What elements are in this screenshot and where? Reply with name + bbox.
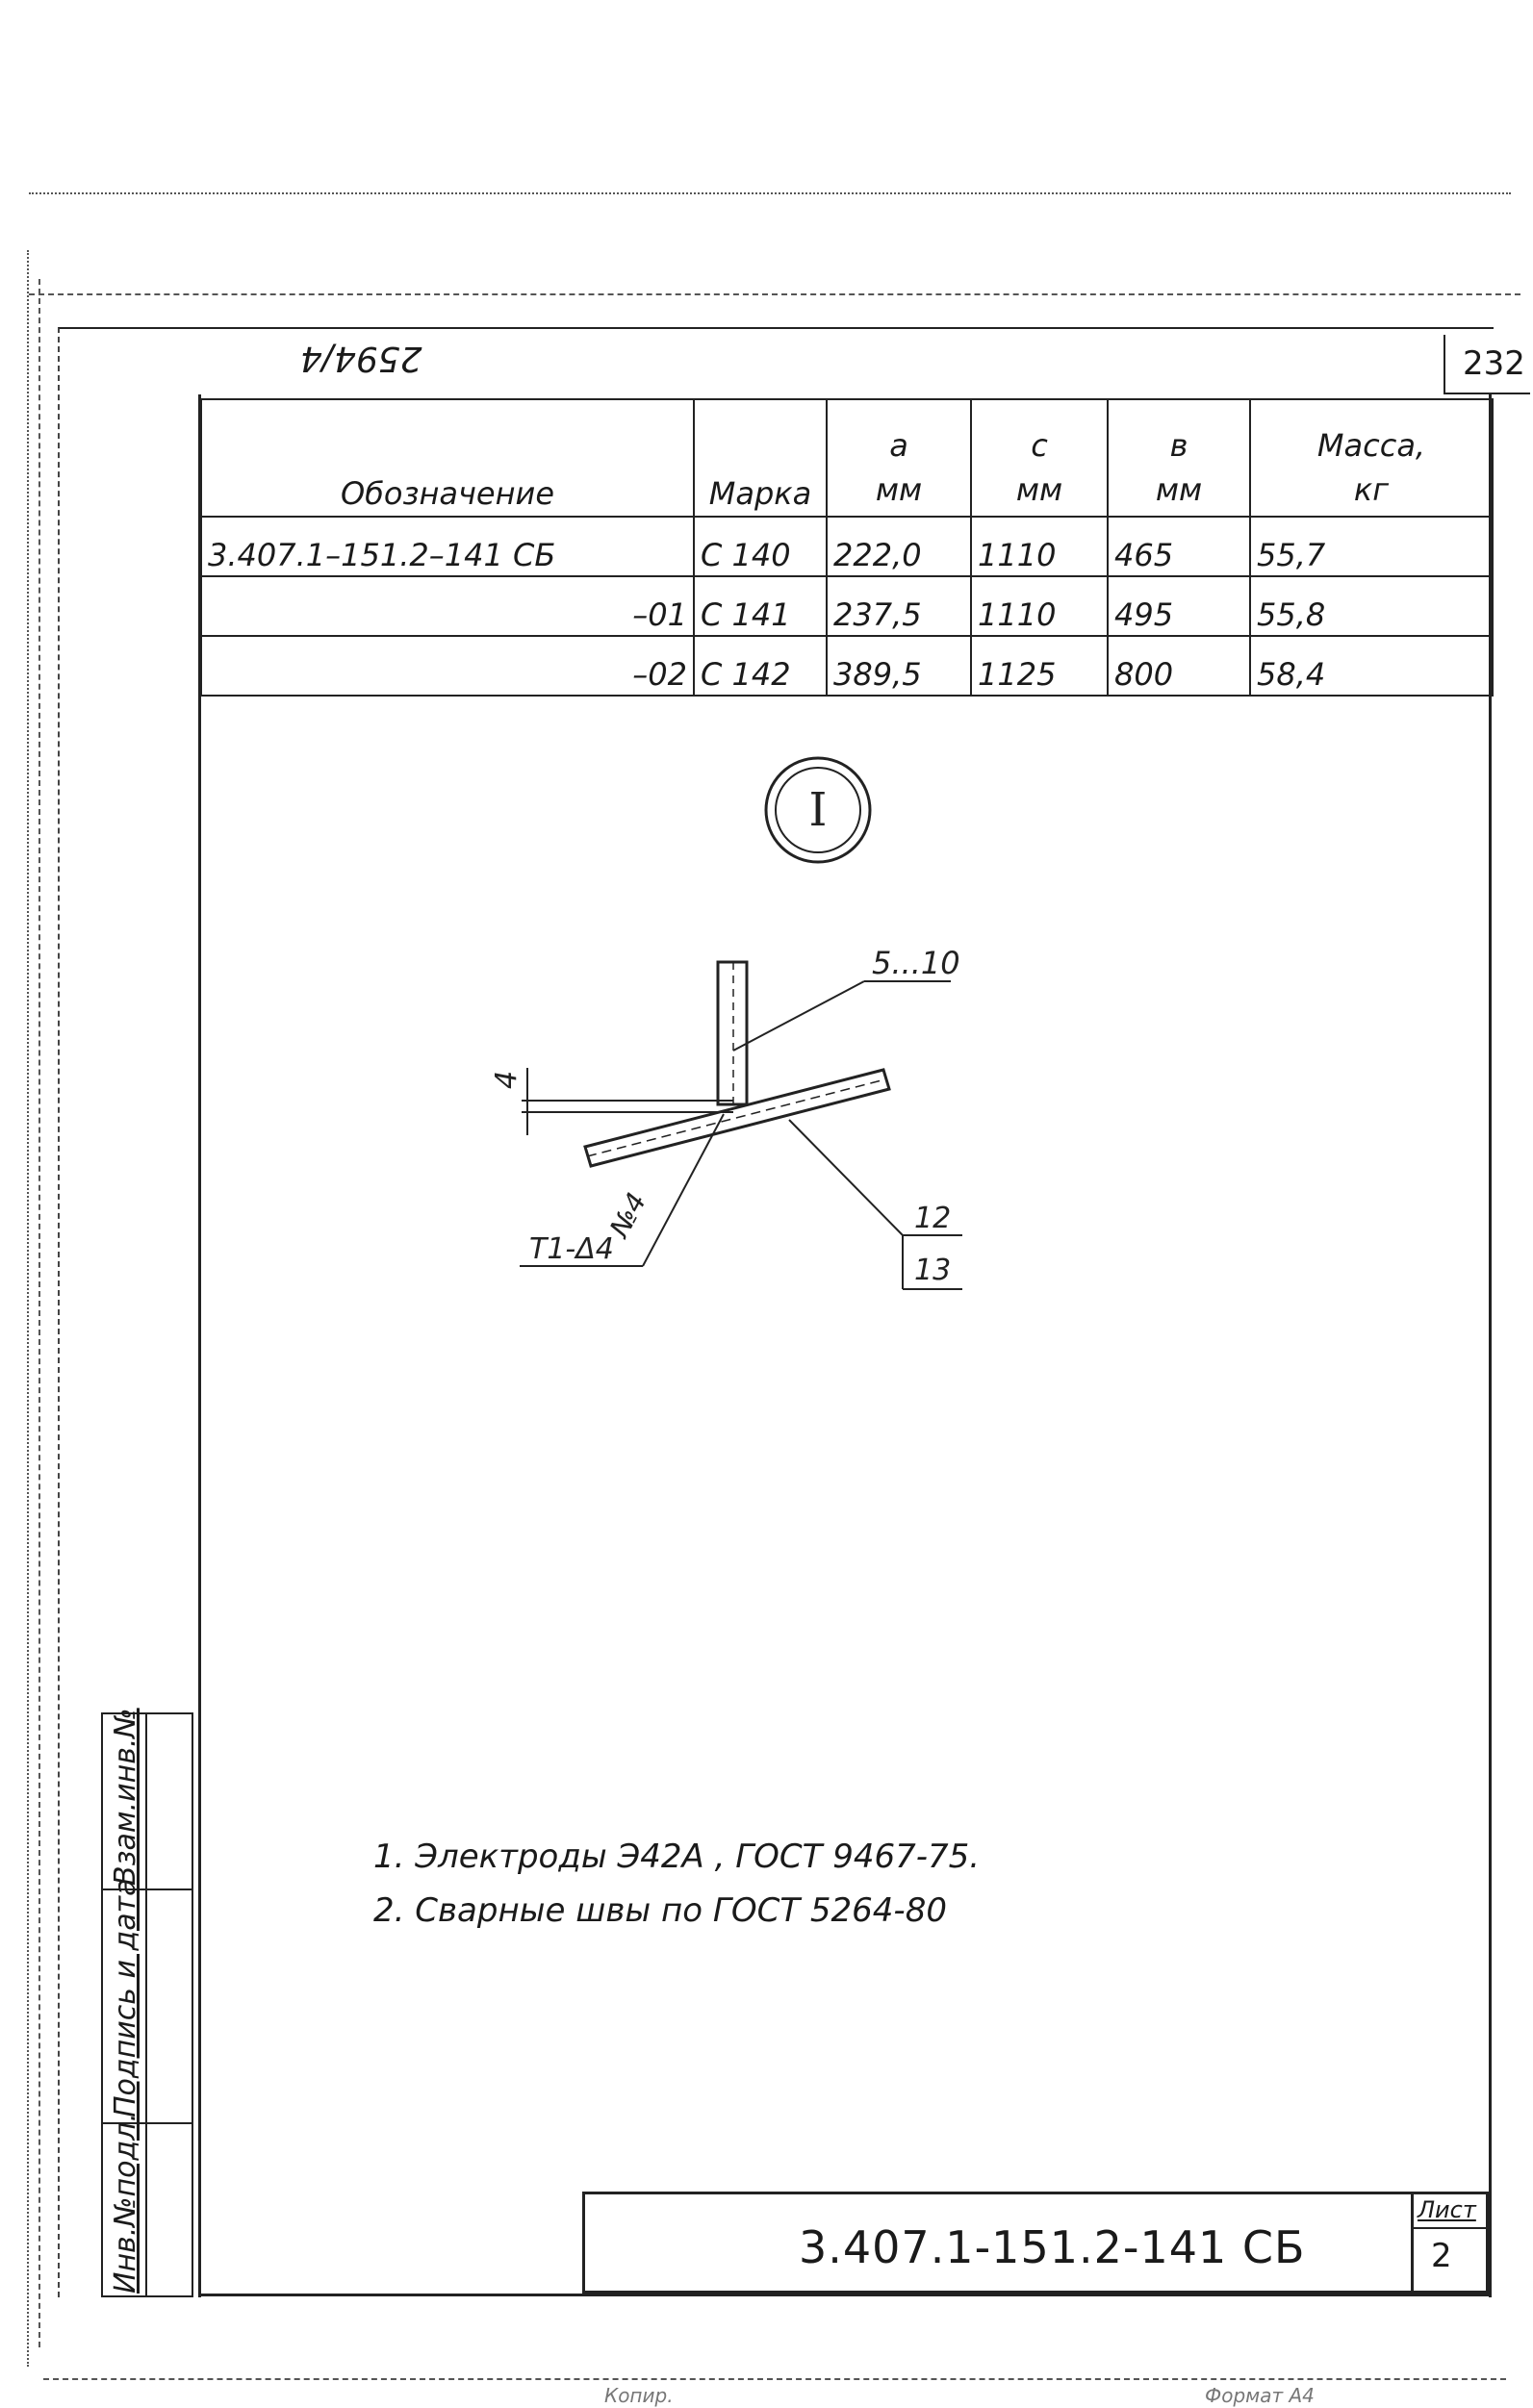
header-c-unit: мм <box>1015 471 1063 508</box>
stamp-signature-date <box>101 1878 193 2124</box>
title-designation: 3.407.1-151.2-141 СБ <box>799 2221 1306 2273</box>
cell-mark: С 142 <box>694 636 827 696</box>
header-b-unit: мм <box>1155 471 1203 508</box>
header-mark: Марка <box>694 399 827 517</box>
sheet-label: Лист <box>1418 2196 1476 2223</box>
specification-table <box>200 398 1494 697</box>
inclined-plate <box>585 1070 889 1166</box>
stamp-inv-original-label: Инв.№подл. <box>109 2113 142 2294</box>
callout-top: 12 <box>914 1202 952 1235</box>
stamp-divider <box>145 1890 147 2122</box>
vertical-plate <box>718 962 747 1104</box>
callout-thickness: 5...10 <box>872 945 960 981</box>
view-label: I <box>808 783 828 837</box>
cell-c: 1110 <box>971 517 1108 576</box>
position-callout <box>789 1120 962 1289</box>
stamp-divider <box>145 1714 147 1888</box>
cell-c: 1110 <box>971 576 1108 636</box>
corner-number-box <box>1444 335 1530 394</box>
header-b <box>1108 399 1250 517</box>
header-a <box>827 399 971 517</box>
scan-noise-line <box>27 250 29 2367</box>
cell-mass: 58,4 <box>1250 636 1493 696</box>
cell-c: 1125 <box>971 636 1108 696</box>
electrode-note: №4 <box>603 1187 653 1243</box>
scan-noise-line <box>43 2378 1506 2380</box>
header-mass-label: Масса, <box>1316 427 1426 464</box>
cell-mark: С 141 <box>694 576 827 636</box>
cell-mark: С 140 <box>694 517 827 576</box>
sheet-cell <box>1411 2194 1486 2291</box>
weld-symbol: Т1-Δ4 <box>529 1232 614 1266</box>
stamp-inv-original <box>101 2113 193 2297</box>
footer-format: Формат А4 <box>1205 2384 1315 2407</box>
title-block <box>582 2192 1489 2294</box>
header-c-symbol: c <box>1031 427 1048 464</box>
cell-b: 465 <box>1108 517 1250 576</box>
note-2: 2. Сварные швы по ГОСТ 5264-80 <box>373 1891 947 1930</box>
table-row <box>201 636 1493 696</box>
cell-designation: –02 <box>201 636 694 696</box>
outer-margin-line <box>38 279 40 2347</box>
sheet-divider <box>1414 2227 1486 2229</box>
header-designation: Обозначение <box>201 399 694 517</box>
stamp-divider <box>145 2124 147 2295</box>
header-mass-unit: кг <box>1353 471 1390 508</box>
stamp-replace-inv <box>101 1708 193 1890</box>
cell-b: 800 <box>1108 636 1250 696</box>
header-b-symbol: в <box>1169 427 1188 464</box>
stamp-signature-date-label: Подпись и дата <box>109 1878 142 2117</box>
corner-number: 232 <box>1463 344 1525 383</box>
header-mass <box>1250 399 1493 517</box>
header-c <box>971 399 1108 517</box>
stamp-replace-inv-label: Взам.инв.№ <box>109 1708 142 1886</box>
table-row <box>201 517 1493 576</box>
header-a-symbol: a <box>889 427 908 464</box>
cell-designation: 3.407.1–151.2–141 СБ <box>201 517 694 576</box>
cell-designation: –01 <box>201 576 694 636</box>
dimension-4 <box>490 1068 733 1135</box>
frame-bottom-border <box>198 2294 1492 2296</box>
cell-mass: 55,8 <box>1250 576 1493 636</box>
scan-noise-line <box>29 192 1511 194</box>
cell-a: 237,5 <box>827 576 971 636</box>
dimension-value: 4 <box>490 1070 524 1089</box>
cell-a: 389,5 <box>827 636 971 696</box>
note-1: 1. Электроды Э42А , ГОСТ 9467-75. <box>373 1838 981 1876</box>
inventory-mark: 2594/4 <box>300 339 422 378</box>
weld-detail-drawing <box>481 750 1020 1328</box>
footer-copied: Копир. <box>604 2384 674 2407</box>
view-marker-circle <box>766 758 870 862</box>
scan-noise-line <box>29 293 1520 295</box>
cell-mass: 55,7 <box>1250 517 1493 576</box>
thickness-callout <box>733 945 960 1051</box>
table-header-row <box>201 399 1493 517</box>
cell-a: 222,0 <box>827 517 971 576</box>
callout-bottom: 13 <box>914 1254 952 1287</box>
sheet-number: 2 <box>1431 2237 1452 2275</box>
header-a-unit: мм <box>875 471 923 508</box>
cell-b: 495 <box>1108 576 1250 636</box>
table-row <box>201 576 1493 636</box>
